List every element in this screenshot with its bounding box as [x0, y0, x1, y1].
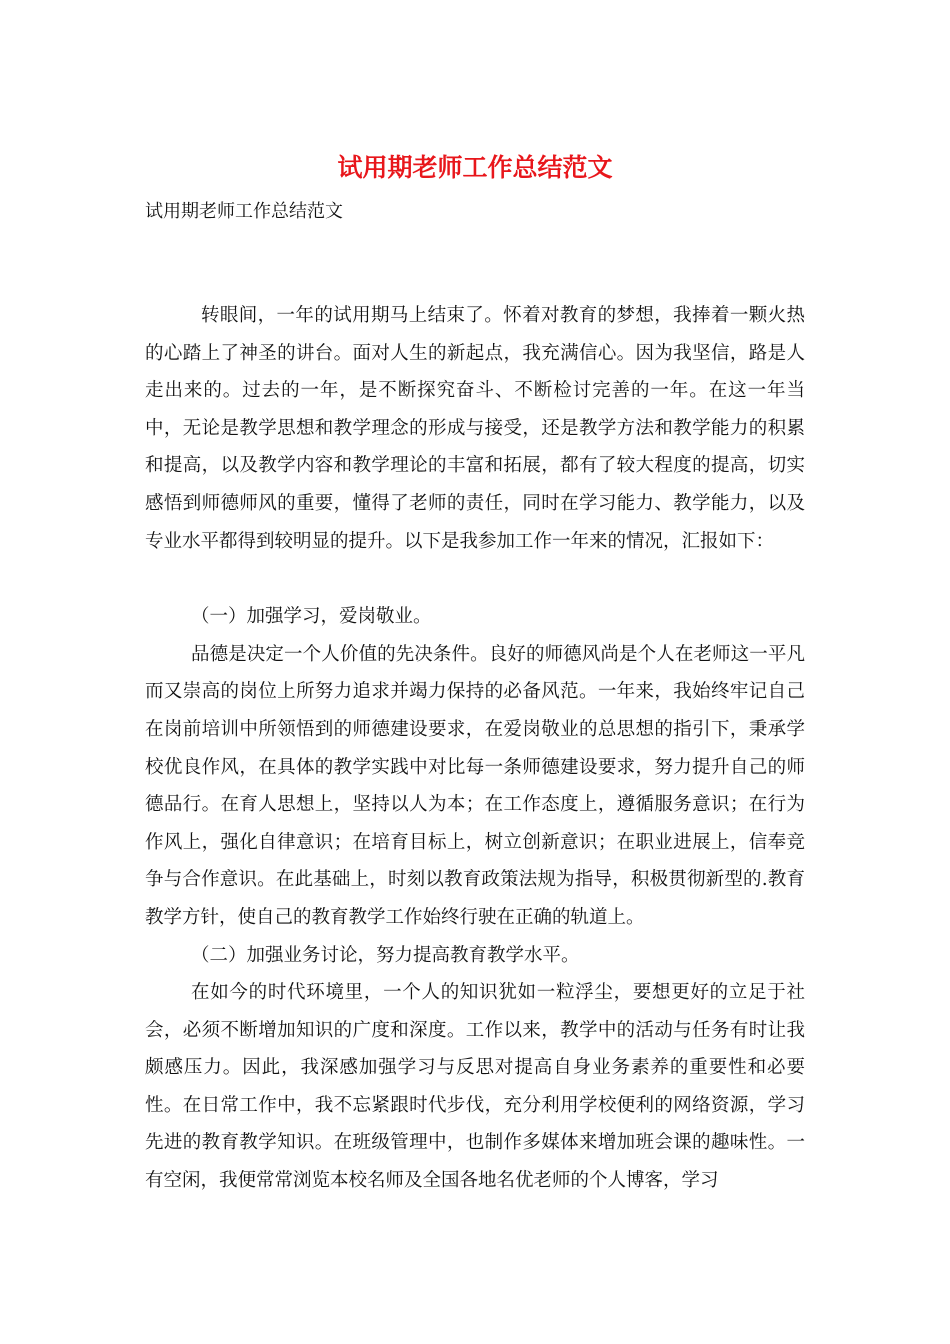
- section-heading-2: （二）加强业务讨论，努力提高教育教学水平。: [191, 944, 580, 966]
- document-subtitle: 试用期老师工作总结范文: [145, 201, 343, 222]
- document-body: [145, 297, 805, 1200]
- intro-paragraph: 转眼间，一年的试用期马上结束了。怀着对教育的梦想，我捧着一颗火热的心踏上了神圣的讲台。面对人生的新起点，我充满信心。因为我坚信，路是人走出来的。过去的一年，是不断探究奋斗、不断检讨完善的一年。在这一年当中，无论是教学思想和教学理念的形成与接受，还是教学方法和教学能力的积累和提高，以及教学内容和教学理论的丰富和拓展，都有了较大程度的提高，切实感悟到师德师风的重要，懂得了老师的责任，同时在学习能力、教学能力，以及专业水平都得到较明显的提升。以下是我参加工作一年来的情况，汇报如下：: [145, 305, 805, 552]
- paragraph-spacer: [145, 560, 805, 598]
- section-1-paragraph: 品德是决定一个人价值的先决条件。良好的师德风尚是个人在老师这一平凡而又崇高的岗位上所努力追求并竭力保持的必备风范。一年来，我始终牢记自己在岗前培训中所领悟到的师德建设要求，在爱岗敬业的总思想的指引下，秉承学校优良作风，在具体的教学实践中对比每一条师德建设要求，努力提升自己的师德品行。在育人思想上，坚持以人为本；在工作态度上，遵循服务意识；在行为作风上，强化自律意识；在培育目标上，树立创新意识；在职业进展上，信奉竞争与合作意识。在此基础上，时刻以教育政策法规为指导，积极贯彻新型的.教育教学方针，使自己的教育教学工作始终行驶在正确的轨道上。: [145, 643, 805, 928]
- section-2-paragraph: 在如今的时代环境里，一个人的知识犹如一粒浮尘，要想更好的立足于社会，必须不断增加知识的广度和深度。工作以来，教学中的活动与任务有时让我颇感压力。因此，我深感加强学习与反思对提高自身业务素养的重要性和必要性。在日常工作中，我不忘紧跟时代步伐，充分利用学校便利的网络资源，学习先进的教育教学知识。在班级管理中，也制作多媒体来增加班会课的趣味性。一有空闲，我便常常浏览本校名师及全国各地名优老师的个人博客，学习: [145, 982, 805, 1192]
- section-heading-1: （一）加强学习，爱岗敬业。: [191, 606, 432, 628]
- document-title: 试用期老师工作总结范文: [337, 153, 613, 182]
